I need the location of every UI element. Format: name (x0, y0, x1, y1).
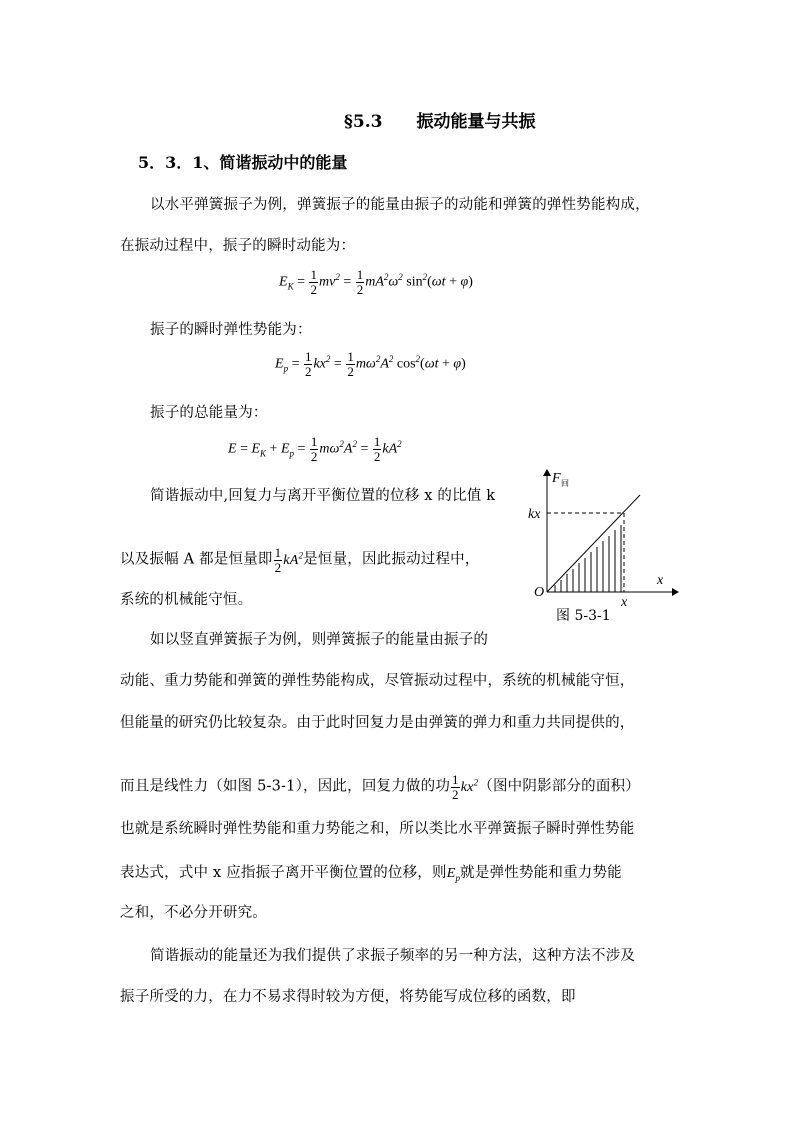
inline-equation-half-kx2: $\frac{1}{2}$ $kx^2$ (452, 772, 479, 802)
paragraph-line: 也就是系统瞬时弹性势能和重力势能之和，所以类比水平弹簧振子瞬时弹性势能 (120, 821, 635, 837)
y-axis-label: F (552, 471, 561, 486)
paragraph-line: 如以竖直弹簧振子为例，则弹簧振子的能量由振子的 (150, 632, 489, 648)
figure-caption: 图 5-3-1 (556, 608, 611, 624)
paragraph-line (120, 773, 640, 802)
paragraph-line (120, 861, 622, 882)
paragraph-line: 之和，不必分开研究。 (120, 905, 267, 921)
inline-equation-half-kA2: $\frac{1}{2}$ $kA^2$ (274, 545, 304, 575)
y-axis-subscript: 回 (561, 479, 569, 488)
paragraph-text: 是恒量，因此振动过程中， (303, 551, 480, 568)
paragraph-line: 在振动过程中，振子的瞬时动能为： (120, 238, 356, 254)
inline-symbol-Ep: $E_p$ (446, 866, 461, 883)
paragraph-line: 系统的机械能守恒。 (120, 592, 253, 608)
y-tick-label: kx (528, 507, 541, 522)
paragraph-line (120, 546, 480, 575)
equation-kinetic-energy: $E_K$ = $\frac{1}{2}$ $mv^2$ = $\frac{1}{2}$ $mA^2\omega^2$ $\sin^2(\omega t + \varphi)$ (279, 267, 473, 297)
equation-potential-energy: $E_p$ = $\frac{1}{2}$ $kx^2$ = $\frac{1}{2}$ $m\omega^2A^2$ $\cos^2(\omega t + \varphi)$ (275, 349, 466, 379)
x-axis-label: x (657, 573, 664, 588)
x-tick-label: x (621, 595, 628, 610)
paragraph-line: 但能量的研究仍比较复杂。由于此时回复力是由弹簧的弹力和重力共同提供的， (120, 715, 635, 731)
paragraph-line: 简谐振动的能量还为我们提供了求振子频率的另一种方法，这种方法不涉及 (150, 948, 636, 964)
paragraph-text: 表达式，式中 x 应指振子离开平衡位置的位移，则 (120, 865, 447, 881)
paragraph-line: 振子的总能量为： (150, 405, 268, 421)
equation-total-energy: $E = E_K + E_p$ = $\frac{1}{2}$ $m\omega^2A^2$ = $\frac{1}{2}$ $kA^2$ (228, 434, 402, 464)
paragraph-line: 以水平弹簧振子为例，弹簧振子的能量由振子的动能和弹簧的弹性势能构成， (150, 197, 650, 213)
section-title: §5.3 振动能量与共振 (344, 112, 536, 132)
origin-label: O (534, 585, 545, 600)
paragraph-text: （图中阴影部分的面积） (478, 778, 640, 795)
paragraph-line: 简谐振动中,回复力与离开平衡位置的位移 x 的比值 k (150, 488, 496, 504)
subsection-title: 5．3．1、简谐振动中的能量 (138, 153, 348, 172)
paragraph-line: 动能、重力势能和弹簧的弹性势能构成，尽管振动过程中，系统的机械能守恒， (120, 673, 635, 689)
force-line (547, 495, 640, 592)
paragraph-text: 就是弹性势能和重力势能 (460, 865, 622, 881)
shaded-area (555, 525, 621, 592)
paragraph-text: 而且是线性力（如图 5-3-1），因此，回复力做的功 (120, 778, 451, 795)
paragraph-line: 振子的瞬时弹性势能为： (150, 322, 312, 338)
paragraph-line: 振子所受的力，在力不易求得时较为方便，将势能写成位移的函数，即 (120, 989, 576, 1005)
paragraph-text: 以及振幅 A 都是恒量即 (120, 551, 273, 568)
